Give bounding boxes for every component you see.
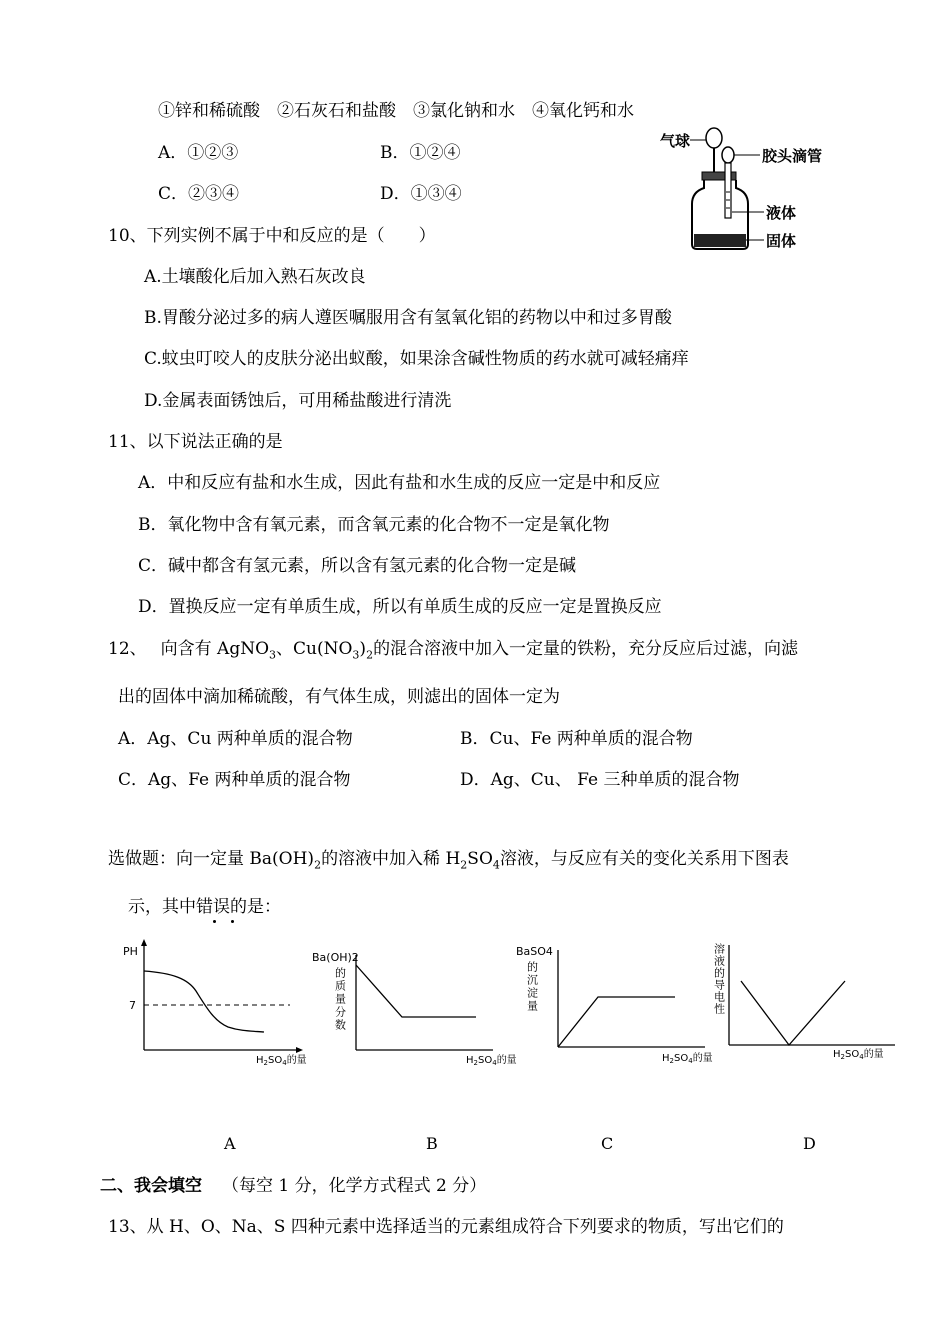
q12-stem-line1: 12、 向含有 AgNO$_3$、$Cu(NO_3)_2$的混合溶液中加入一定量的铁粉，充分反应后过滤，向滤 xyxy=(108,639,799,662)
b-axis-rest: 的质量分数 xyxy=(333,967,347,1032)
balloon-shape xyxy=(706,128,722,148)
q11-stem: 11、以下说法正确的是 xyxy=(108,432,283,452)
c-axis-rest: 的沉淀量 xyxy=(525,961,539,1013)
ph-tick-7: 7 xyxy=(129,999,136,1012)
q9-options-line: ①锌和稀硫酸 ②石灰石和盐酸 ③氯化钠和水 ④氧化钙和水 xyxy=(158,101,634,121)
dropper-bulb xyxy=(722,147,734,163)
elective-stem-line2: 示，其中错误的是： xyxy=(128,897,281,917)
q10-option-a: A.土壤酸化后加入熟石灰改良 xyxy=(144,267,366,287)
label-liquid: 液体 xyxy=(766,204,797,222)
emphasis-dot xyxy=(213,920,216,923)
section-2-heading: 二、我会填空 （每空 1 分，化学方式程式 2 分） xyxy=(100,1176,487,1196)
q13-stem: 13、从 H、O、Na、S 四种元素中选择适当的元素组成符合下列要求的物质，写出它们的 xyxy=(108,1217,784,1237)
label-dropper: 胶头滴管 xyxy=(762,147,823,165)
bohh-line xyxy=(356,965,476,1017)
graph-b xyxy=(308,935,517,1070)
q9-option-d: D．①③④ xyxy=(380,184,462,204)
b-axis-top: Ba(OH)2 xyxy=(312,951,359,964)
x-axis-label-d: $H_2SO_4$的量 xyxy=(833,1049,884,1061)
q10-stem: 10、下列实例不属于中和反应的是（ ） xyxy=(108,226,436,246)
graph-label-a: A xyxy=(224,1134,236,1153)
graph-d xyxy=(705,935,925,1070)
q11-option-b: B．氧化物中含有氧元素，而含氧元素的化合物不一定是氧化物 xyxy=(138,515,610,535)
q9-option-a: A．①②③ xyxy=(158,143,239,163)
elective-stem-line1: 选做题：向一定量 $Ba(OH)_2$的溶液中加入稀 $H_2SO_4$溶液，与反应有关的变化关系用下图表 xyxy=(108,849,789,872)
conductivity-line xyxy=(741,981,845,1045)
q12-option-b: B．Cu、Fe 两种单质的混合物 xyxy=(460,729,693,749)
q10-option-d: D.金属表面锈蚀后，可用稀盐酸进行清洗 xyxy=(144,391,452,411)
ph-axis-label: PH xyxy=(123,945,138,958)
ph-curve xyxy=(144,971,264,1032)
q12-option-c: C．Ag、Fe 两种单质的混合物 xyxy=(118,770,351,790)
graph-c xyxy=(510,935,720,1070)
x-axis-label-b: $H_2SO_4$的量 xyxy=(466,1055,517,1067)
baso4-line xyxy=(558,997,675,1047)
q11-option-d: D．置换反应一定有单质生成，所以有单质生成的反应一定是置换反应 xyxy=(138,597,662,617)
d-axis-label: 溶液的导电性 xyxy=(712,943,726,1015)
graph-label-d: D xyxy=(803,1134,816,1153)
x-axis-label-a: $H_2SO_4$的量 xyxy=(256,1055,307,1067)
c-axis-top: BaSO4 xyxy=(516,945,553,958)
q11-option-a: A．中和反应有盐和水生成，因此有盐和水生成的反应一定是中和反应 xyxy=(138,473,661,493)
q9-option-b: B．①②④ xyxy=(380,143,461,163)
q12-stem-line2: 出的固体中滴加稀硫酸，有气体生成，则滤出的固体一定为 xyxy=(118,687,560,707)
q10-option-c: C.蚊虫叮咬人的皮肤分泌出蚁酸，如果涂含碱性物质的药水就可减轻痛痒 xyxy=(144,349,689,369)
graph-a xyxy=(118,935,318,1070)
apparatus-figure xyxy=(660,122,840,257)
x-axis-label-c: $H_2SO_4$的量 xyxy=(662,1053,713,1065)
graph-label-b: B xyxy=(426,1134,438,1153)
q10-option-b: B.胃酸分泌过多的病人遵医嘱服用含有氢氧化铝的药物以中和过多胃酸 xyxy=(144,308,672,328)
emphasis-dot xyxy=(231,920,234,923)
label-solid: 固体 xyxy=(766,232,797,250)
graph-label-c: C xyxy=(601,1134,614,1153)
label-balloon: 气球 xyxy=(660,132,691,150)
q9-option-c: C．②③④ xyxy=(158,184,240,204)
q12-option-d: D．Ag、Cu、 Fe 三种单质的混合物 xyxy=(460,770,740,790)
q11-option-c: C．碱中都含有氢元素，所以含有氢元素的化合物一定是碱 xyxy=(138,556,577,576)
q12-option-a: A．Ag、Cu 两种单质的混合物 xyxy=(118,729,353,749)
